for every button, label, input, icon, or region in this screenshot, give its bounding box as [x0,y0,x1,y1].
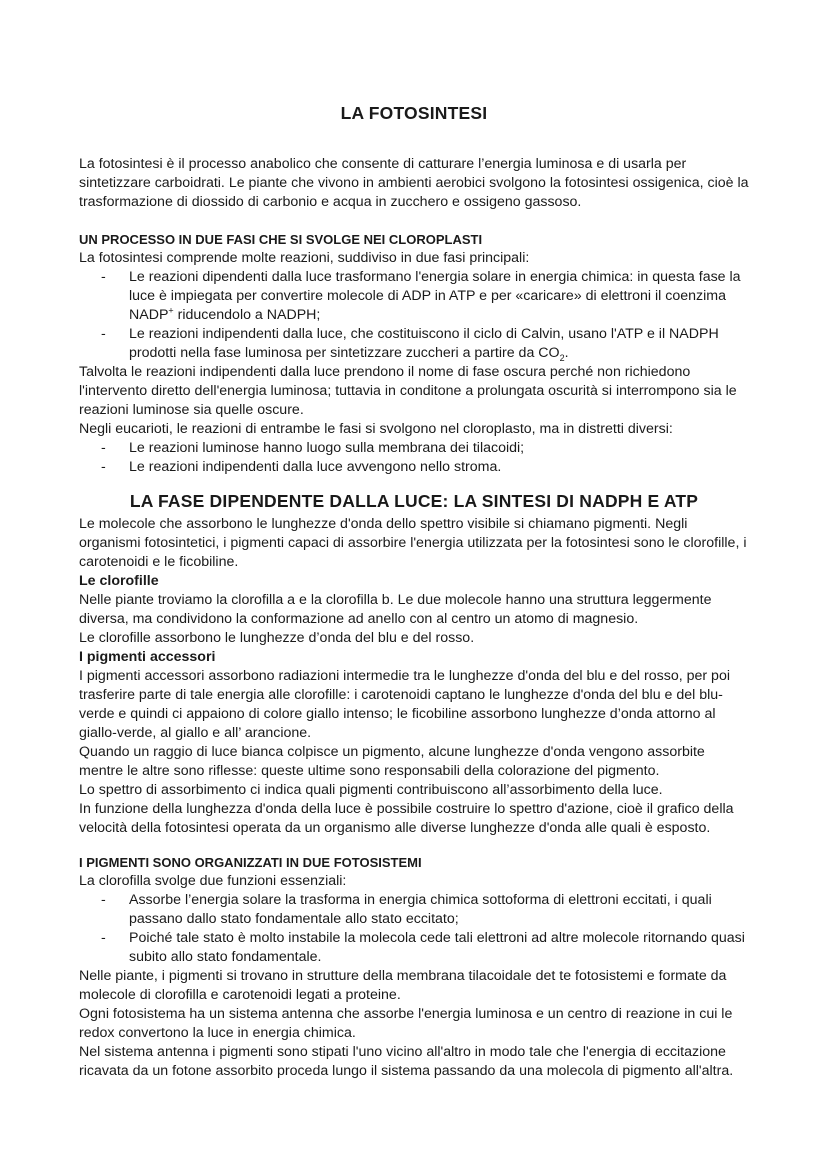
functions-list [79,891,749,967]
section-lead: La fotosintesi comprende molte reazioni, suddiviso in due fasi principali: [79,250,530,266]
list-item: - Le reazioni dipendenti dalla luce trasformano l'energia solare in energia chimica: in questa fase la luce è impiegata per convertire molecole di ADP in ATP e per «caricare» di elettroni il coenzima NADP+ riducendolo a NADPH; [79,268,749,325]
section-light-phase [79,515,749,838]
paragraph: Nel sistema antenna i pigmenti sono stipati l'uno vicino all'altro in modo tale che l'energia di eccitazione ricavata da un fotone assorbito proceda lungo il sistema passando da una molecola di pigmento all'altra. [79,1044,734,1079]
section-heading-light-phase: LA FASE DIPENDENTE DALLA LUCE: LA SINTESI DI NADPH E ATP [129,491,699,511]
paragraph: Negli eucarioti, le reazioni di entrambe le fasi si svolgono nel cloroplasto, ma in distretti diversi: [79,421,673,437]
paragraph: Nelle piante, i pigmenti si trovano in strutture della membrana tilacoidale det te fotosistemi e formate da molecole di clorofilla e carotenoidi legati a proteine. [79,968,727,1003]
list-item: - Le reazioni indipendenti dalla luce avvengono nello stroma. [79,458,749,477]
intro-text: La fotosintesi è il processo anabolico che consente di catturare l’energia luminosa e di usarla per sintetizzare carboidrati. Le piante che vivono in ambienti aerobici svolgono la fotosintesi ossigenica, cioè la trasformazione di diossido di carbonio e acqua in zucchero e ossigeno gassoso. [79,156,749,210]
section-heading-photosystems: I PIGMENTI SONO ORGANIZZATI IN DUE FOTOSISTEMI [79,855,422,870]
document-title: LA FOTOSINTESI [340,103,488,123]
locations-list [79,439,749,477]
paragraph: Talvolta le reazioni indipendenti dalla luce prendono il nome di fase oscura perché non richiedono l'intervento diretto dell'energia luminosa; tuttavia in conditone a prolungata oscurità si interrompono sia le reazioni luminose sia quelle oscure. [79,364,737,418]
section-lead: La clorofilla svolge due funzioni essenziali: [79,873,347,889]
paragraph: Ogni fotosistema ha un sistema antenna che assorbe l'energia luminosa e un centro di reazione in cui le redox convertono la luce in energia chimica. [79,1006,733,1041]
paragraph: Le molecole che assorbono le lunghezze d'onda dello spettro visibile si chiamano pigmenti. Negli organismi fotosintetici, i pigmenti capaci di assorbire l'energia utilizzata per la fotosintesi sono le clorofille, i carotenoidi e le ficobiline. [79,516,747,570]
paragraph: Lo spettro di assorbimento ci indica quali pigmenti contribuiscono all’assorbimento della luce. [79,782,663,798]
paragraph: Le clorofille assorbono le lunghezze d’onda del blu e del rosso. [79,630,475,646]
section-two-phases [79,230,749,477]
list-item: - Assorbe l’energia solare la trasforma in energia chimica sottoforma di elettroni eccitati, i quali passano dallo stato fondamentale allo stato eccitato; [79,891,749,929]
paragraph: I pigmenti accessori assorbono radiazioni intermedie tra le lunghezze d'onda del blu e del rosso, per poi trasferire parte di tale energia alle clorofille: i carotenoidi captano le lunghezze d'onda del blu e del blu-verde e quindi ci appaiono di colore giallo intenso; le ficobiline assorbono lunghezze d’onda attorno al giallo-verde, al giallo e all’ arancione. [79,668,730,741]
section-photosystems [79,853,749,1081]
subheading-accessory-pigments: I pigmenti accessori [79,649,216,665]
paragraph: Quando un raggio di luce bianca colpisce un pigmento, alcune lunghezze d'onda vengono assorbite mentre le altre sono riflesse: queste ultime sono responsabili della colorazione del pigmento. [79,744,705,779]
intro-paragraph [79,155,749,212]
paragraph: Nelle piante troviamo la clorofilla a e la clorofilla b. Le due molecole hanno una struttura leggermente diversa, ma condividono la conformazione ad anello con al centro un atomo di magnesio. [79,592,712,627]
subheading-chlorophylls: Le clorofille [79,573,159,589]
section-heading-two-phases: UN PROCESSO IN DUE FASI CHE SI SVOLGE NEI CLOROPLASTI [79,232,483,247]
list-item: - Le reazioni luminose hanno luogo sulla membrana dei tilacoidi; [79,439,749,458]
list-item: - Poiché tale stato è molto instabile la molecola cede tali elettroni ad altre molecole ritornando quasi subito allo stato fondamentale. [79,929,749,967]
phases-list [79,268,749,363]
list-item: - Le reazioni indipendenti dalla luce, che costituiscono il ciclo di Calvin, usano l'ATP e il NADPH prodotti nella fase luminosa per sintetizzare zuccheri a partire da $CO_2$. [79,325,749,363]
paragraph: In funzione della lunghezza d'onda della luce è possibile costruire lo spettro d'azione, cioè il grafico della velocità della fotosintesi operata da un organismo alle diverse lunghezze d'onda alle quali è esposto. [79,801,734,836]
